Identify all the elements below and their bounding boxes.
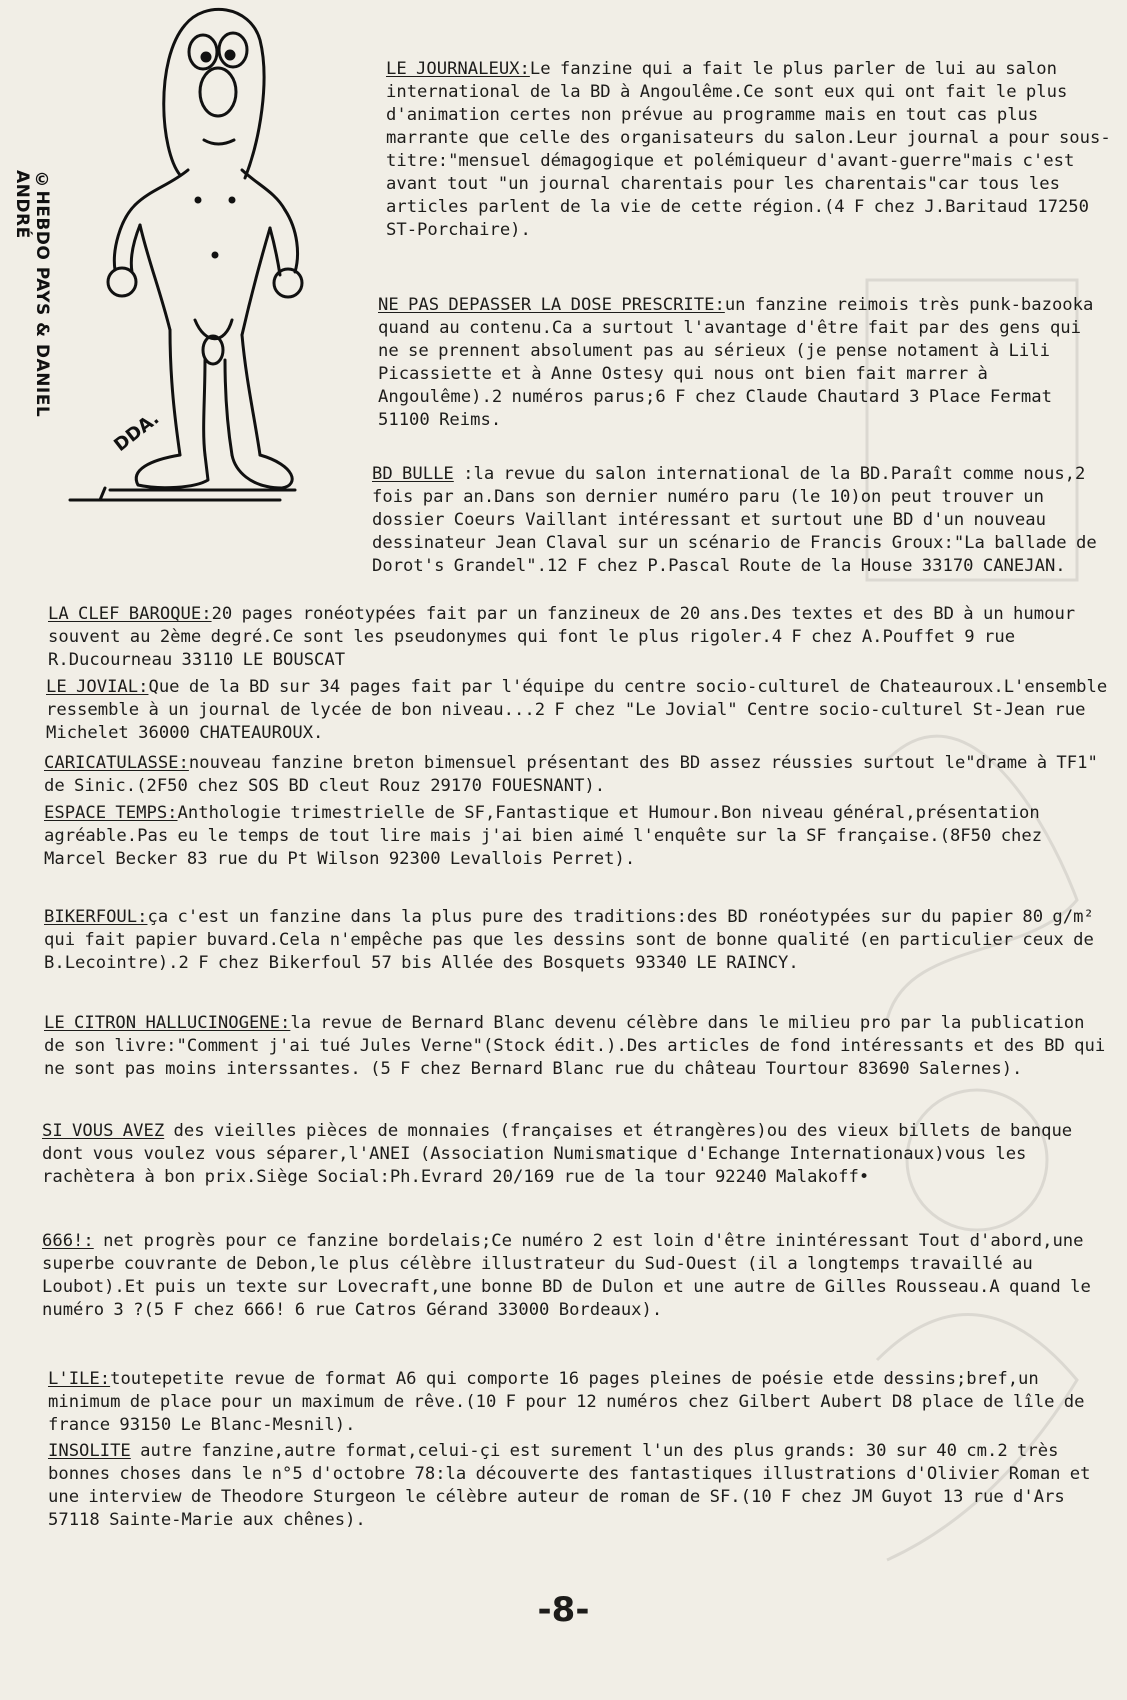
entry-heading: L'ILE:	[48, 1369, 111, 1389]
review-entry	[44, 752, 1111, 798]
entry-heading: LE CITRON HALLUCINOGENE:	[44, 1013, 291, 1033]
entry-body: un fanzine reimois très punk-bazooka quand au contenu.Ca a surtout l'avantage d'être fait par des gens qui ne se prennent absolument pas au sérieux (je pense notament à Lili Picassiette et à Anne Ostesy qui nous ont bien fait marrer à Angoulême).2 numéros parus;6 F chez Claude Chautard 3 Place Fermat 51100 Reims.	[378, 295, 1094, 430]
entry-body: 20 pages ronéotypées fait par un fanzineux de 20 ans.Des textes et des BD à un humour souvent au 2ème degré.Ce sont les pseudonymes qui font le plus rigoler.4 F chez A.Pouffet 9 rue R.Ducourneau 33110 LE BOUSCAT	[48, 604, 1076, 670]
entry-body: nouveau fanzine breton bimensuel présentant des BD assez réussies surtout le"drame à TF1" de Sinic.(2F50 chez SOS BD cleut Rouz 29170 FOUESNANT).	[44, 753, 1098, 796]
illustration-credit: ©HEBDO PAYS & DANIEL ANDRÉ	[12, 170, 52, 418]
entry-body: la revue de Bernard Blanc devenu célèbre dans le milieu pro par la publication de son livre:"Comment j'ai tué Jules Verne"(Stock édit.).Des articles de fond intéressants et des BD qui ne sont pas moins interssantes. (5 F chez Bernard Blanc rue du château Tourtour 83690 Salernes).	[44, 1013, 1106, 1079]
review-entry	[372, 463, 1111, 578]
review-entry	[46, 676, 1111, 745]
entry-body: toutepetite revue de format A6 qui comporte 16 pages pleines de poésie etde dessins;bref,un minimum de place pour un maximum de rêve.(10 F pour 12 numéros chez Gilbert Aubert D8 place de lîle de france 93150 Le Blanc-Mesnil).	[48, 1369, 1085, 1435]
review-entry	[44, 1012, 1111, 1081]
review-entry	[42, 1230, 1111, 1322]
review-entry	[378, 294, 1111, 432]
artist-signature: DDA.	[110, 407, 164, 456]
entry-heading: LE JOURNALEUX:	[386, 59, 530, 79]
entry-heading: BD BULLE	[372, 464, 454, 484]
review-entry	[386, 58, 1111, 242]
entry-heading: 666!:	[42, 1231, 94, 1251]
entry-heading: LA CLEF BAROQUE:	[48, 604, 212, 624]
entry-heading: LE JOVIAL:	[46, 677, 149, 697]
entry-body: ça c'est un fanzine dans la plus pure des traditions:des BD ronéotypées sur du papier 80 g/m² qui fait papier buvard.Cela n'empêche pas que les dessins sont de bonne qualité (en particulier ceux de B.Lecointre).2 F chez Bikerfoul 57 bis Allée des Bosquets 93340 LE RAINCY.	[44, 907, 1094, 973]
entry-body: Que de la BD sur 34 pages fait par l'équipe du centre socio-culturel de Chateauroux.L'ensemble ressemble à un journal de lycée de bon niveau...2 F chez "Le Jovial" Centre socio-culturel St-Jean rue Michelet 36000 CHATEAUROUX.	[46, 677, 1108, 743]
review-entry	[48, 1440, 1111, 1532]
review-entry	[44, 802, 1111, 871]
entry-heading: CARICATULASSE:	[44, 753, 189, 773]
entry-body: :la revue du salon international de la BD.Paraît comme nous,2 fois par an.Dans son dernier numéro paru (le 10)on peut trouver un dossier Coeurs Vaillant intéressant et surtout une BD d'un nouveau dessinateur Jean Claval sur un scénario de Francis Groux:"La ballade de Dorot's Grandel".12 F chez P.Pascal Route de la House 33170 CANEJAN.	[372, 464, 1097, 576]
review-entry	[42, 1120, 1111, 1189]
review-entry	[44, 906, 1111, 975]
entry-heading: BIKERFOUL:	[44, 907, 148, 927]
entry-body: Le fanzine qui a fait le plus parler de lui au salon international de la BD à Angoulême.Ce sont eux qui ont fait le plus d'animation certes non prévue au programme mais en tout cas plus marrante que celle des organisateurs du salon.Leur journal a pour sous-titre:"mensuel démagogique et polémiqueur d'avant-guerre"mais c'est avant tout "un journal charentais pour les charentais"car tous les articles parlent de la vie de cette région.(4 F chez J.Baritaud 17250 ST-Porchaire).	[386, 59, 1111, 240]
review-entry	[48, 1368, 1111, 1437]
entry-heading: NE PAS DEPASSER LA DOSE PRESCRITE:	[378, 295, 725, 315]
entry-heading: ESPACE TEMPS:	[44, 803, 178, 823]
cartoon-figure-illustration	[12, 0, 320, 525]
entry-body: des vieilles pièces de monnaies (françaises et étrangères)ou des vieux billets de banque dont vous voulez vous séparer,l'ANEI (Association Numismatique d'Echange Internationaux)vous les rachètera à bon prix.Siège Social:Ph.Evrard 20/169 rue de la tour 92240 Malakoff•	[42, 1121, 1073, 1187]
page-number: -8-	[537, 1590, 590, 1630]
entry-body: autre fanzine,autre format,celui-çi est surement l'un des plus grands: 30 sur 40 cm.2 très bonnes choses dans le n°5 d'octobre 78:la découverte des fantastiques illustrations d'Olivier Roman et une interview de Theodore Sturgeon le célèbre auteur de roman de SF.(10 F chez JM Guyot 13 rue d'Ars 57118 Sainte-Marie aux chênes).	[48, 1441, 1091, 1530]
entry-heading: SI VOUS AVEZ	[42, 1121, 165, 1141]
review-entry	[48, 603, 1111, 672]
entry-body: Anthologie trimestrielle de SF,Fantastique et Humour.Bon niveau général,présentation agréable.Pas eu le temps de tout lire mais j'ai bien aimé l'enquête sur la SF française.(8F50 chez Marcel Becker 83 rue du Pt Wilson 92300 Levallois Perret).	[44, 803, 1043, 869]
entry-heading: INSOLITE	[48, 1441, 131, 1461]
entry-body: net progrès pour ce fanzine bordelais;Ce numéro 2 est loin d'être inintéressant Tout d'abord,une superbe couvrante de Debon,le plus célèbre illustrateur du Sud-Ouest (il a longtemps travaillé au Loubot).Et puis un texte sur Lovecraft,une bonne BD de Dulon et une autre de Gilles Rousseau.A quand le numéro 3 ?(5 F chez 666! 6 rue Catros Gérand 33000 Bordeaux).	[42, 1231, 1091, 1320]
